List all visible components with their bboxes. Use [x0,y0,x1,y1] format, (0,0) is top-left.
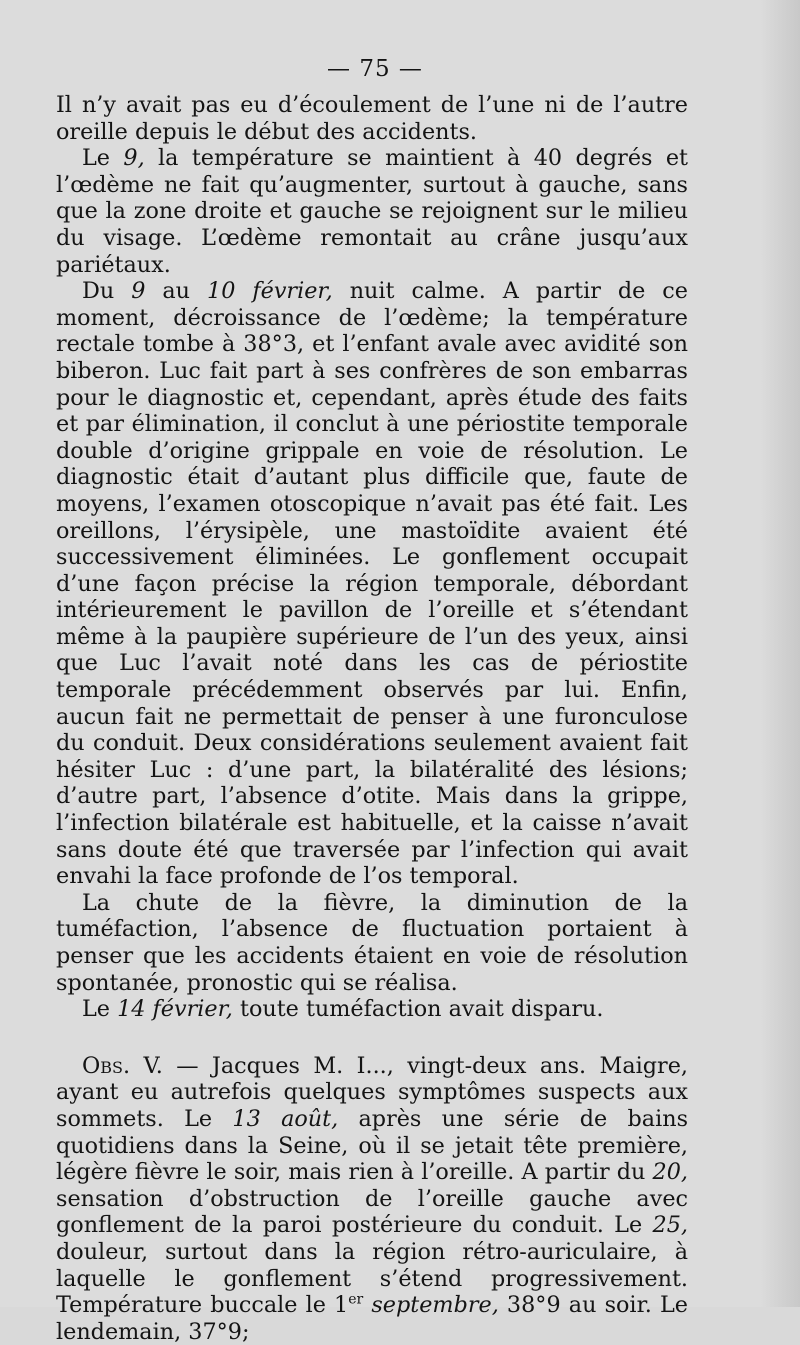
text-run: sensation d’obstruction de l’oreille gauche avec gonflement de la paroi postérieure du conduit. Le [56,1185,688,1239]
text-run: douleur, surtout dans la région rétro-auriculaire, à laquelle le gonflement s’étend progressivement. Température buccale le 1 [56,1238,688,1319]
text-run: Le [82,145,124,172]
paragraph [56,890,688,996]
page-edge-shadow [760,0,800,1307]
paragraph [56,996,688,1023]
italic-date: 13 août, [232,1105,339,1132]
text-run: la température se maintient à 40 degrés et l’œdème ne fait qu’augmenter, surtout à gauche, sans que la zone droite et gauche se rejoignent sur le milieu du visage. L’œdème remontait au crâne jusqu’aux pariétaux. [56,145,689,278]
text-run: Du [82,278,132,305]
text-run: après une série de bains quotidiens dans la Seine, où il se jetait tête première, légère fièvre le soir, mais rien à l’oreille. A partir du [56,1105,689,1186]
text-run: nuit calme. A partir de ce moment, décroissance de l’œdème; la température rectale tombe à 38°3, et l’enfant avale avec avidité son biberon. Luc fait part à ses confrères de son embarras pour le diagnostic et, cependant, après étude des faits et par élimination, il conclut à une périostite temporale double d’origine grippale en voie de résolution. Le diagnostic était d’autant plus difficile que, faute de moyens, l’examen otoscopique n’avait pas été fait. Les oreillons, l’érysipèle, une mastoïdite avaient été successivement éliminées. Le gonflement occupait d’une façon précise la région temporale, débordant intérieurement le pavillon de l’oreille et s’étendant même à la paupière supérieure de l’un des yeux, ainsi que Luc l’avait noté dans les cas de périostite temporale précédemment observés par lui. Enfin, aucun fait ne permettait de penser à une furonculose du conduit. Deux considérations seulement avaient fait hésiter Luc : d’une part, la bilatéralité des lésions; d’autre part, l’absence d’otite. Mais dans la grippe, l’infection bilatérale est habituelle, et la caisse n’avait sans doute été que traversée par l’infection qui avait envahi la face profonde de l’os temporal. [56,278,688,890]
observation-label: Obs. V. [82,1052,163,1079]
section-gap [56,1023,688,1053]
paragraph [56,145,688,278]
italic-date: 14 février, [117,996,233,1023]
text-run: 38°9 au soir. Le lendemain, 37°9; [56,1292,688,1345]
paragraph [56,278,688,890]
paragraph [56,1053,688,1345]
body-text [56,92,688,1345]
italic-date: 10 février, [207,278,333,305]
text-run: Il n’y avait pas eu d’écoulement de l’une ni de l’autre oreille depuis le début des accidents. [56,92,688,145]
italic-date: septembre, [371,1292,499,1319]
text-run: au [145,278,208,305]
text-run: Le [82,996,118,1023]
italic-date: 20, [652,1159,688,1186]
page-number: — 75 — [327,56,423,82]
text-run: — Jacques M. I..., vingt-deux ans. Maigre, ayant eu autrefois quelques symptômes suspects aux sommets. Le [56,1052,688,1132]
italic-date: 9 [131,278,146,305]
superscript: er [348,1291,364,1308]
text-run: La chute de la fièvre, la diminution de la tuméfaction, l’absence de fluctuation portaient à penser que les accidents étaient en voie de résolution spontanée, pronostic qui se réalisa. [56,889,688,996]
italic-date: 25, [652,1212,688,1239]
italic-date: 9, [123,145,145,172]
paragraph [56,92,688,145]
text-run: toute tuméfaction avait disparu. [232,996,604,1023]
